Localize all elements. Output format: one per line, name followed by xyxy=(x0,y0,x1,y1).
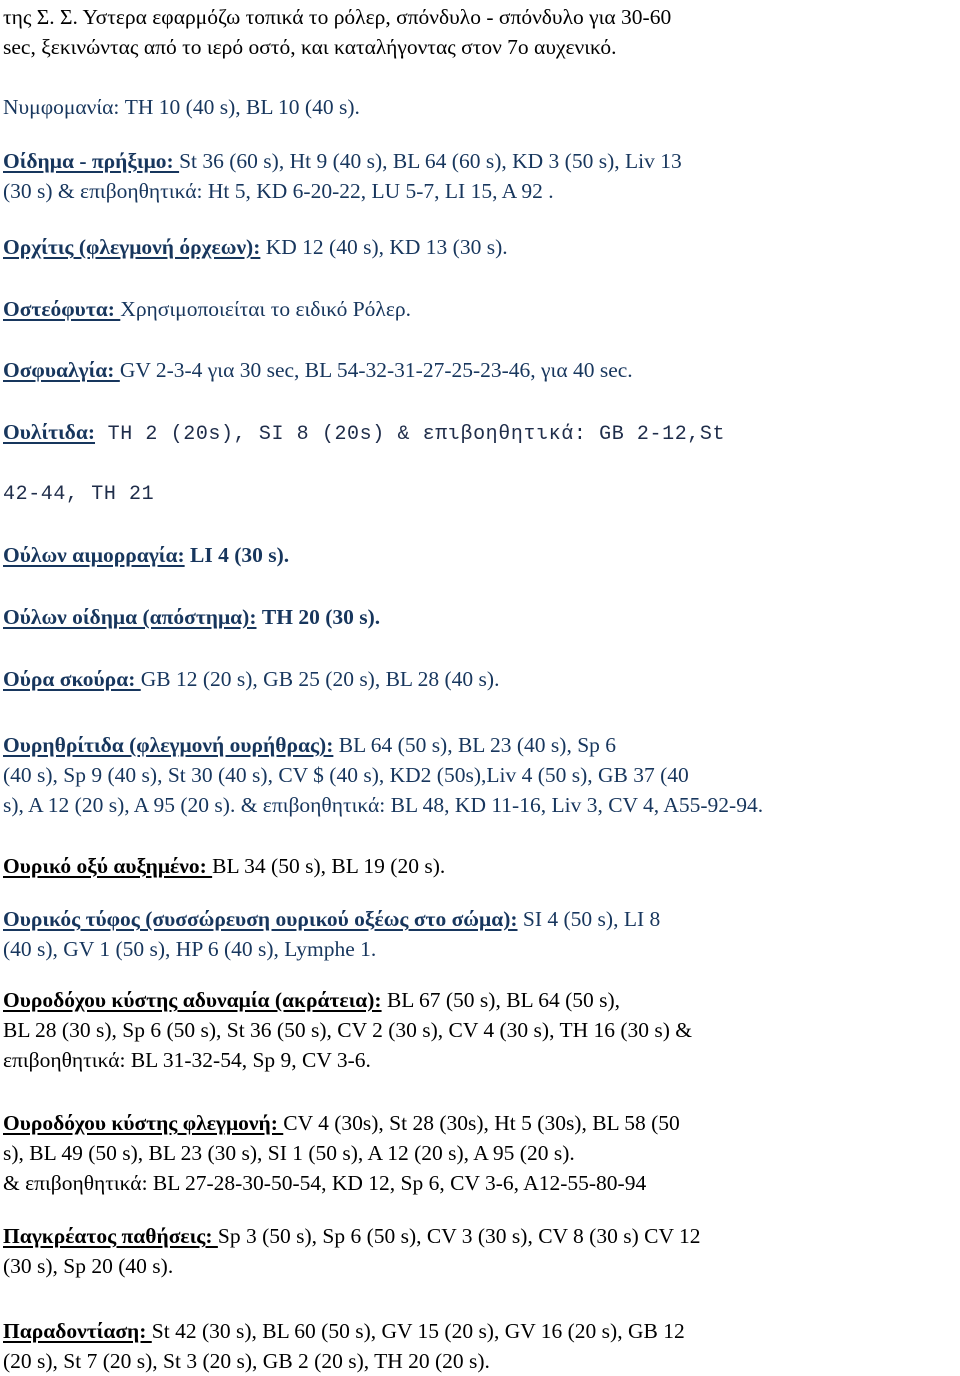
entry-oulon-aimorragia xyxy=(3,540,958,570)
kystis-flegmoni-line-2: s), BL 49 (50 s), BL 23 (30 s), SI 1 (50 s), A 12 (20 s), A 95 (20 s). xyxy=(3,1141,575,1165)
entry-oulon-oidima xyxy=(3,602,958,632)
entry-oura-skoura xyxy=(3,664,958,694)
entry-pagkreatos xyxy=(3,1221,958,1281)
kystis-adynamia-line-1: BL 67 (50 s), BL 64 (50 s), xyxy=(381,988,621,1012)
entry-intro xyxy=(3,2,958,62)
ourikos-tyfos-heading: Ουρικός τύφος (συσσώρευση ουρικού οξέως στο σώμα): xyxy=(3,907,518,931)
orchitis-text: KD 12 (40 s), KD 13 (30 s). xyxy=(260,235,508,259)
pagkreatos-heading: Παγκρέατος παθήσεις: xyxy=(3,1224,218,1248)
kystis-adynamia-heading: Ουροδόχου κύστης αδυναμία (ακράτεια): xyxy=(3,988,382,1012)
osfyalgia-text: GV 2-3-4 για 30 sec, BL 54-32-31-27-25-23-46, για 40 sec. xyxy=(119,358,633,382)
pagkreatos-line-2: (30 s), Sp 20 (40 s). xyxy=(3,1254,174,1278)
ourithritida-line-1: BL 64 (50 s), BL 23 (40 s), Sp 6 xyxy=(333,733,617,757)
entry-paradontiasi xyxy=(3,1316,958,1376)
ourikos-tyfos-line-1: SI 4 (50 s), LI 8 xyxy=(517,907,661,931)
entry-oidima xyxy=(3,146,958,206)
ouriko-oxy-text: BL 34 (50 s), BL 19 (20 s). xyxy=(212,854,446,878)
intro-line-1: της Σ. Σ. Υστερα εφαρμόζω τοπικά το ρόλερ, σπόνδυλο - σπόνδυλο για 30-60 xyxy=(3,5,672,29)
ourithritida-line-2: (40 s), Sp 9 (40 s), St 30 (40 s), CV $ (40 s), KD2 (50s),Liv 4 (50 s), GB 37 (40 xyxy=(3,763,689,787)
paradontiasi-heading: Παραδοντίαση: xyxy=(3,1319,152,1343)
paradontiasi-line-1: St 42 (30 s), BL 60 (50 s), GV 15 (20 s), GV 16 (20 s), GB 12 xyxy=(151,1319,685,1343)
oulitida-heading: Ουλίτιδα: xyxy=(3,420,96,444)
ouriko-oxy-heading: Ουρικό οξύ αυξημένο: xyxy=(3,854,213,878)
oulitida-line-1: TH 2 (20s), SI 8 (20s) & επιβοηθητικά: GB 2-12,St xyxy=(95,423,726,446)
entry-kystis-flegmoni xyxy=(3,1108,958,1198)
pagkreatos-line-1: Sp 3 (50 s), Sp 6 (50 s), CV 3 (30 s), CV 8 (30 s) CV 12 xyxy=(217,1224,701,1248)
ourikos-tyfos-line-2: (40 s), GV 1 (50 s), HP 6 (40 s), Lymphe 1. xyxy=(3,937,377,961)
entry-oulitida xyxy=(3,417,958,510)
intro-line-2: sec, ξεκινώντας από το ιερό οστό, και καταλήγοντας στον 7ο αυχενικό. xyxy=(3,35,617,59)
oulon-aimorragia-text: LI 4 (30 s). xyxy=(184,543,290,567)
entry-ourithritida xyxy=(3,730,958,820)
entry-osteofyta xyxy=(3,294,958,324)
kystis-flegmoni-line-1: CV 4 (30s), St 28 (30s), Ht 5 (30s), BL 58 (50 xyxy=(283,1111,680,1135)
entry-kystis-adynamia xyxy=(3,985,958,1075)
oura-skoura-heading: Ούρα σκούρα: xyxy=(3,667,141,691)
oulon-oidima-heading: Ούλων οίδημα (απόστημα): xyxy=(3,605,257,629)
kystis-adynamia-line-2: BL 28 (30 s), Sp 6 (50 s), St 36 (50 s), CV 2 (30 s), CV 4 (30 s), TH 16 (30 s) & xyxy=(3,1018,693,1042)
nymphomania-text: Νυμφομανία: TH 10 (40 s), BL 10 (40 s). xyxy=(3,95,360,119)
oulon-oidima-text: TH 20 (30 s). xyxy=(256,605,381,629)
ourithritida-line-3: s), A 12 (20 s), A 95 (20 s). & επιβοηθητικά: BL 48, KD 11-16, Liv 3, CV 4, A55-92-94. xyxy=(3,793,764,817)
oidima-heading: Οίδημα - πρήξιμο: xyxy=(3,149,180,173)
kystis-adynamia-line-3: επιβοηθητικά: BL 31-32-54, Sp 9, CV 3-6. xyxy=(3,1048,371,1072)
oura-skoura-text: GB 12 (20 s), GB 25 (20 s), BL 28 (40 s). xyxy=(140,667,500,691)
kystis-flegmoni-line-3: & επιβοηθητικά: BL 27-28-30-50-54, KD 12, Sp 6, CV 3-6, A12-55-80-94 xyxy=(3,1171,647,1195)
kystis-flegmoni-heading: Ουροδόχου κύστης φλεγμονή: xyxy=(3,1111,284,1135)
entry-orchitis xyxy=(3,232,958,262)
entry-ouriko-oxy xyxy=(3,851,958,881)
oulon-aimorragia-heading: Ούλων αιμορραγία: xyxy=(3,543,185,567)
ourithritida-heading: Ουρηθρίτιδα (φλεγμονή ουρήθρας): xyxy=(3,733,334,757)
entry-osfyalgia xyxy=(3,355,958,385)
entry-nymphomania xyxy=(3,92,958,122)
entry-ourikos-tyfos xyxy=(3,904,958,964)
orchitis-heading: Ορχίτις (φλεγμονή όρχεων): xyxy=(3,235,261,259)
oulitida-line-2: 42-44, TH 21 xyxy=(3,483,155,506)
oidima-line-1: St 36 (60 s), Ht 9 (40 s), BL 64 (60 s), KD 3 (50 s), Liv 13 xyxy=(179,149,682,173)
osteofyta-heading: Οστεόφυτα: xyxy=(3,297,121,321)
osteofyta-text: Χρησιμοποιείται το ειδικό Ρόλερ. xyxy=(120,297,411,321)
osfyalgia-heading: Οσφυαλγία: xyxy=(3,358,120,382)
paradontiasi-line-2: (20 s), St 7 (20 s), St 3 (20 s), GB 2 (20 s), TH 20 (20 s). xyxy=(3,1349,490,1373)
oidima-line-2: (30 s) & επιβοηθητικά: Ht 5, KD 6-20-22, LU 5-7, LI 15, A 92 . xyxy=(3,179,554,203)
